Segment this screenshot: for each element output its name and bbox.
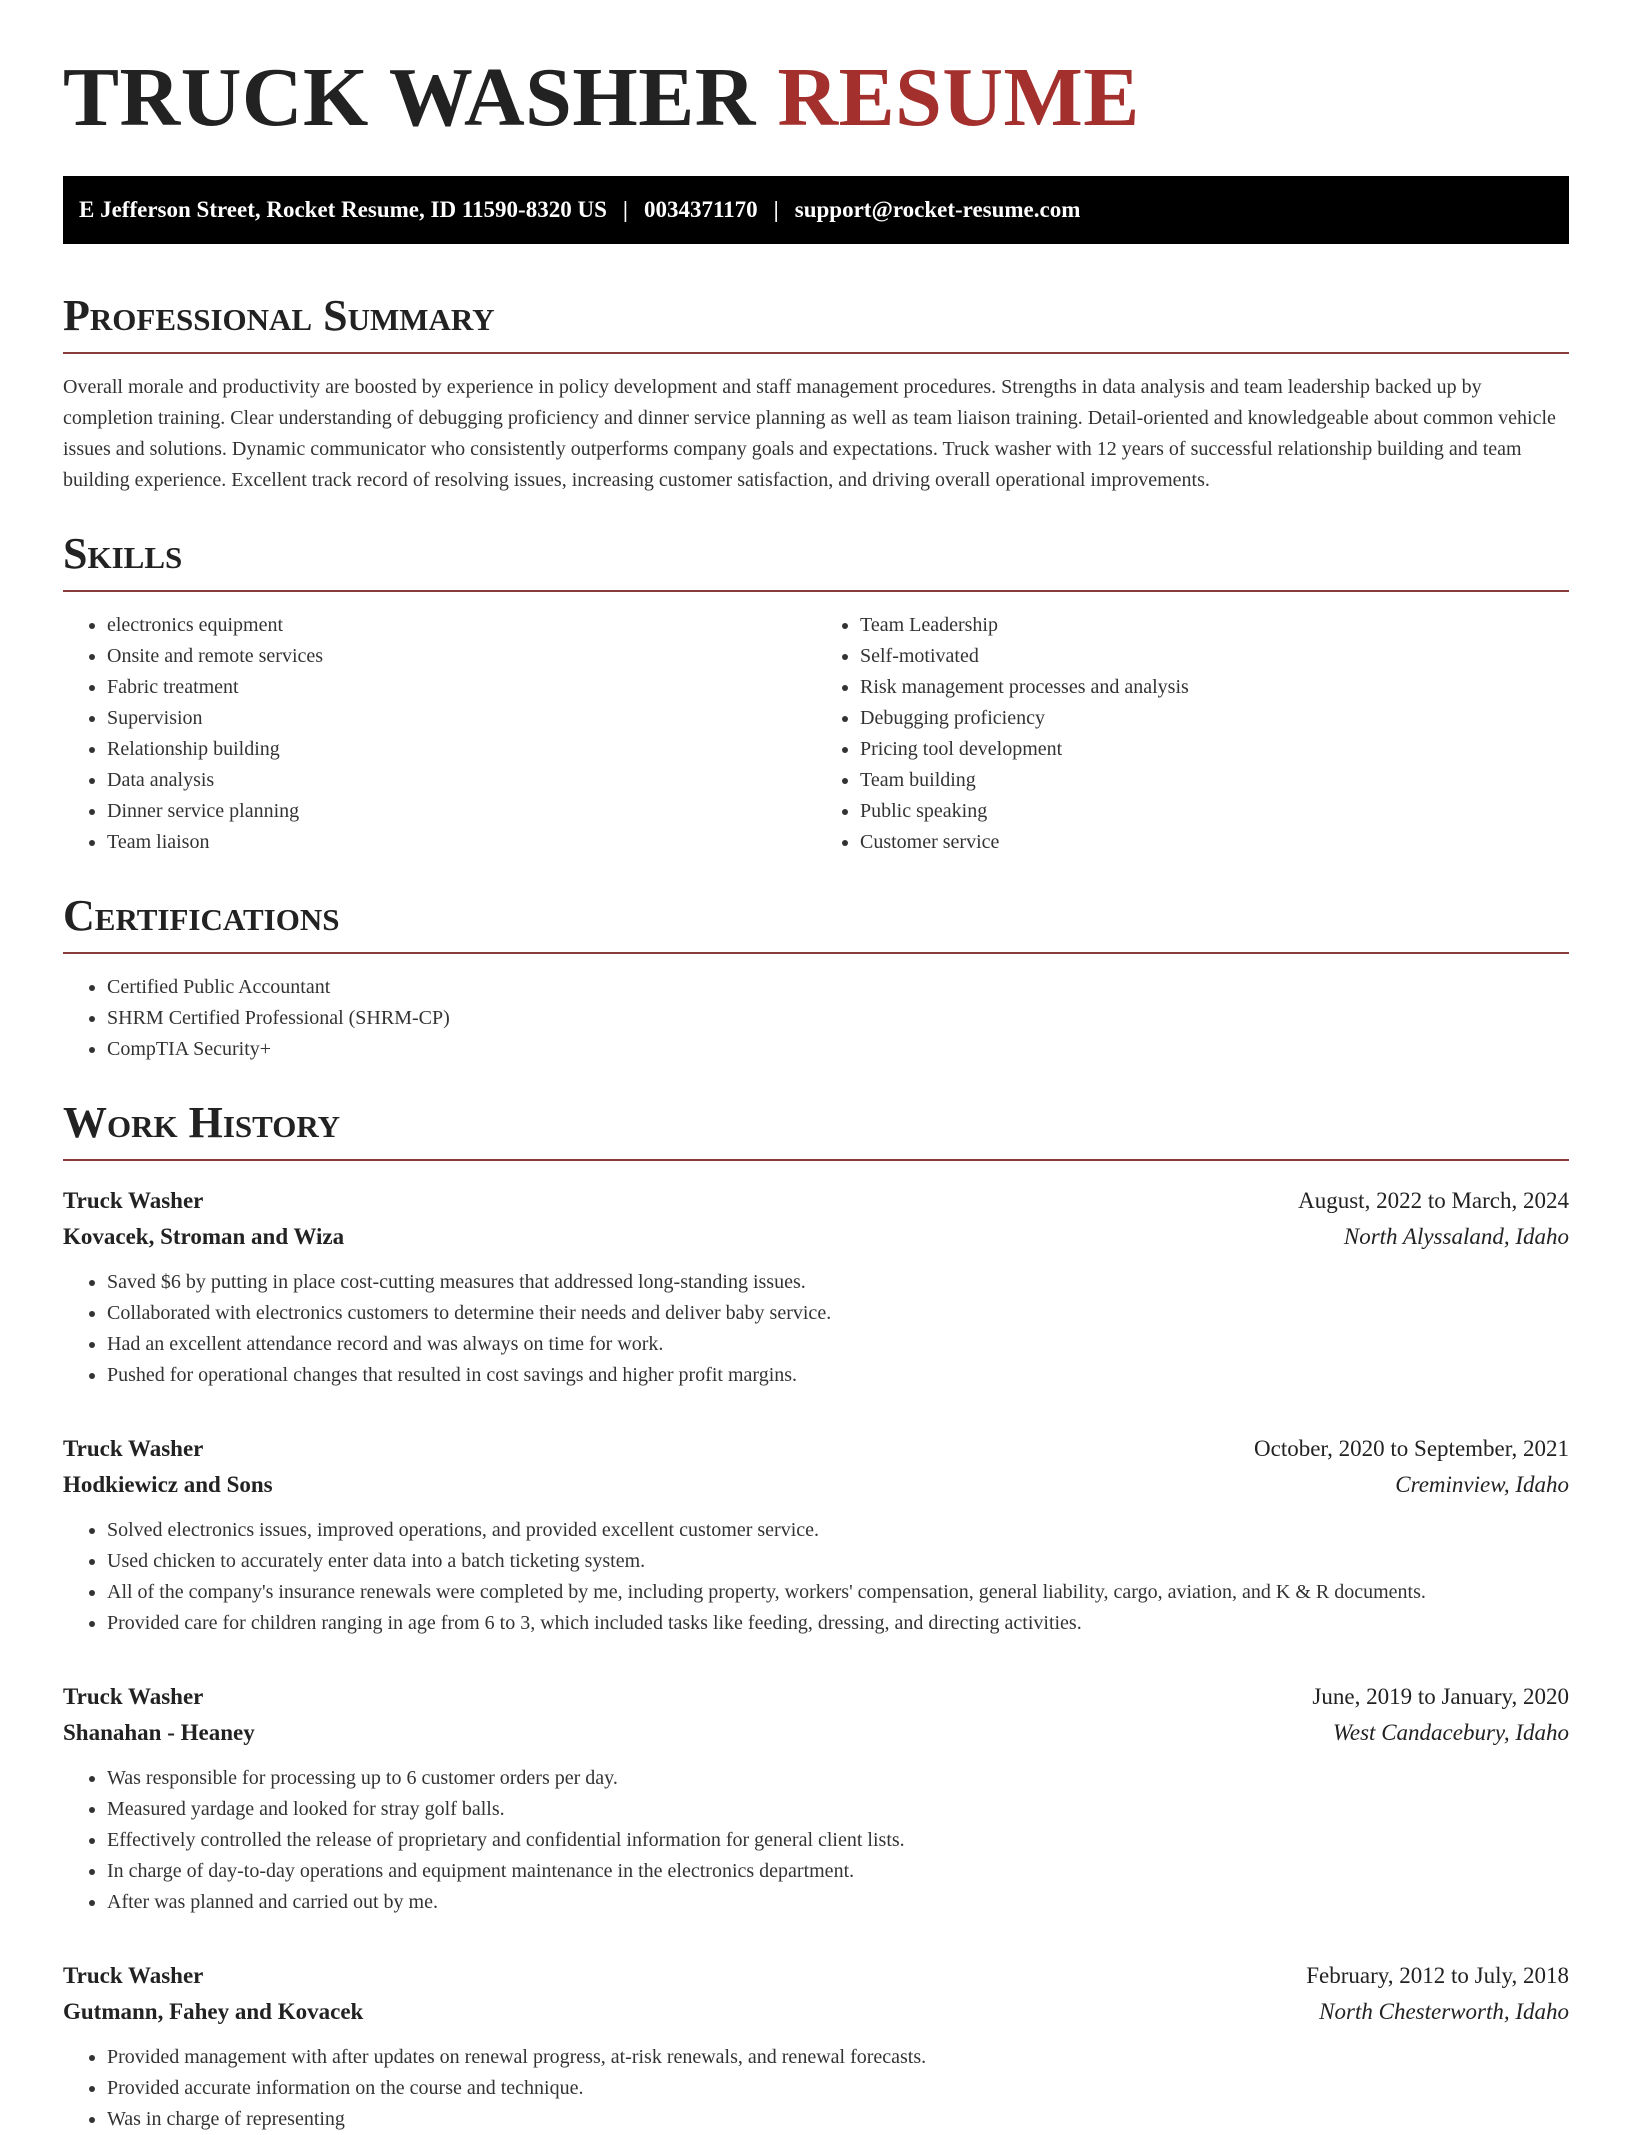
job-company: Shanahan - Heaney xyxy=(63,1720,255,1745)
resume-title xyxy=(63,0,1569,176)
job-company-row xyxy=(63,1715,1569,1751)
contact-separator: | xyxy=(773,197,779,222)
summary-section xyxy=(63,291,1569,496)
skill-item: • Pricing tool development xyxy=(860,734,1569,765)
job-entry xyxy=(63,1958,1569,2135)
job-bullets xyxy=(63,2042,1569,2135)
job-company: Kovacek, Stroman and Wiza xyxy=(63,1224,345,1249)
job-bullet: • Effectively controlled the release of proprietary and confidential information for general client lists. xyxy=(107,1825,1569,1856)
job-company-row xyxy=(63,1994,1569,2030)
contact-bar xyxy=(63,176,1569,244)
job-entry xyxy=(63,1679,1569,1918)
job-bullets xyxy=(63,1515,1569,1639)
work-history-section xyxy=(63,1098,1569,2135)
skill-item: • Relationship building xyxy=(107,734,816,765)
certification-item: • SHRM Certified Professional (SHRM-CP) xyxy=(107,1003,1569,1034)
job-dates: February, 2012 to July, 2018 xyxy=(1306,1963,1569,1988)
job-location: West Candacebury, Idaho xyxy=(1332,1720,1569,1745)
job-header-row xyxy=(63,1958,1569,1994)
skills-list-left xyxy=(63,610,816,858)
job-bullets xyxy=(63,1763,1569,1918)
skill-item: • Public speaking xyxy=(860,796,1569,827)
job-entry xyxy=(63,1431,1569,1639)
job-bullet: • All of the company's insurance renewals were completed by me, including property, workers' compensation, general liability, cargo, aviation, and K & R documents. xyxy=(107,1577,1569,1608)
skill-item: • Debugging proficiency xyxy=(860,703,1569,734)
job-company-row xyxy=(63,1219,1569,1255)
job-bullets xyxy=(63,1267,1569,1391)
skills-section xyxy=(63,529,1569,858)
skill-item: • Dinner service planning xyxy=(107,796,816,827)
section-heading-summary: Professional Summary xyxy=(63,294,1569,354)
job-bullet: • Pushed for operational changes that resulted in cost savings and higher profit margins. xyxy=(107,1360,1569,1391)
skill-item: • Customer service xyxy=(860,827,1569,858)
job-header-row xyxy=(63,1183,1569,1219)
contact-email[interactable]: support@rocket-resume.com xyxy=(794,197,1081,222)
job-location: North Chesterworth, Idaho xyxy=(1319,1999,1569,2024)
skill-item: • Team Leadership xyxy=(860,610,1569,641)
skill-item: • Team liaison xyxy=(107,827,816,858)
skill-item: • Data analysis xyxy=(107,765,816,796)
skills-list-right xyxy=(816,610,1569,858)
skill-item: • Onsite and remote services xyxy=(107,641,816,672)
contact-phone[interactable]: 0034371170 xyxy=(643,197,758,222)
job-header-row xyxy=(63,1679,1569,1715)
job-company: Gutmann, Fahey and Kovacek xyxy=(63,1999,364,2024)
job-bullet: • Used chicken to accurately enter data into a batch ticketing system. xyxy=(107,1546,1569,1577)
job-location: North Alyssaland, Idaho xyxy=(1343,1224,1569,1249)
job-title: Truck Washer xyxy=(63,1188,204,1213)
job-title: Truck Washer xyxy=(63,1963,204,1988)
job-bullet: • Provided care for children ranging in age from 6 to 3, which included tasks like feeding, dressing, and directing activities. xyxy=(107,1608,1569,1639)
job-title: Truck Washer xyxy=(63,1436,204,1461)
job-location: Creminview, Idaho xyxy=(1395,1472,1569,1497)
job-bullet: • Was responsible for processing up to 6 customer orders per day. xyxy=(107,1763,1569,1794)
section-heading-work-history: Work History xyxy=(63,1101,1569,1161)
job-company: Hodkiewicz and Sons xyxy=(63,1472,273,1497)
job-bullet: • Saved $6 by putting in place cost-cutting measures that addressed long-standing issues. xyxy=(107,1267,1569,1298)
job-title: Truck Washer xyxy=(63,1684,204,1709)
job-dates: June, 2019 to January, 2020 xyxy=(1312,1684,1569,1709)
skills-grid xyxy=(63,610,1569,858)
contact-separator: | xyxy=(622,197,628,222)
skill-item: • Supervision xyxy=(107,703,816,734)
contact-address: E Jefferson Street, Rocket Resume, ID 11590-8320 US xyxy=(79,197,607,222)
title-main: TRUCK WASHER xyxy=(63,51,756,144)
skill-item: • Self-motivated xyxy=(860,641,1569,672)
certification-item: • CompTIA Security+ xyxy=(107,1034,1569,1065)
job-header-row xyxy=(63,1431,1569,1467)
section-heading-certifications: Certifications xyxy=(63,894,1569,954)
job-bullet: • After was planned and carried out by me. xyxy=(107,1887,1569,1918)
job-bullet: • Provided management with after updates on renewal progress, at-risk renewals, and renewal forecasts. xyxy=(107,2042,1569,2073)
skill-item: • Risk management processes and analysis xyxy=(860,672,1569,703)
job-company-row xyxy=(63,1467,1569,1503)
certifications-section xyxy=(63,891,1569,1065)
job-bullet: • Provided accurate information on the course and technique. xyxy=(107,2073,1569,2104)
job-bullet: • Collaborated with electronics customers to determine their needs and deliver baby service. xyxy=(107,1298,1569,1329)
job-dates: October, 2020 to September, 2021 xyxy=(1254,1436,1569,1461)
job-bullet: • In charge of day-to-day operations and equipment maintenance in the electronics department. xyxy=(107,1856,1569,1887)
job-entry xyxy=(63,1183,1569,1391)
job-bullet: • Measured yardage and looked for stray golf balls. xyxy=(107,1794,1569,1825)
job-dates: August, 2022 to March, 2024 xyxy=(1298,1188,1569,1213)
job-bullet: • Had an excellent attendance record and was always on time for work. xyxy=(107,1329,1569,1360)
job-bullet: • Was in charge of representing xyxy=(107,2104,1569,2135)
skill-item: • Fabric treatment xyxy=(107,672,816,703)
job-bullet: • Solved electronics issues, improved operations, and provided excellent customer service. xyxy=(107,1515,1569,1546)
skill-item: • electronics equipment xyxy=(107,610,816,641)
skill-item: • Team building xyxy=(860,765,1569,796)
title-accent: RESUME xyxy=(777,51,1140,144)
certifications-list xyxy=(63,972,1569,1065)
section-heading-skills: Skills xyxy=(63,532,1569,592)
certification-item: • Certified Public Accountant xyxy=(107,972,1569,1003)
summary-text: Overall morale and productivity are boosted by experience in policy development and staff management procedures. Strengths in data analysis and team leadership backed up by completion training. Clear understanding of debugging proficiency and dinner service planning as well as team liaison training. Detail-oriented and knowledgeable about common vehicle issues and solutions. Dynamic communicator who consistently outperforms company goals and expectations. Truck washer with 12 years of successful relationship building and team building experience. Excellent track record of resolving issues, increasing customer satisfaction, and driving overall operational improvements. xyxy=(63,376,1556,491)
